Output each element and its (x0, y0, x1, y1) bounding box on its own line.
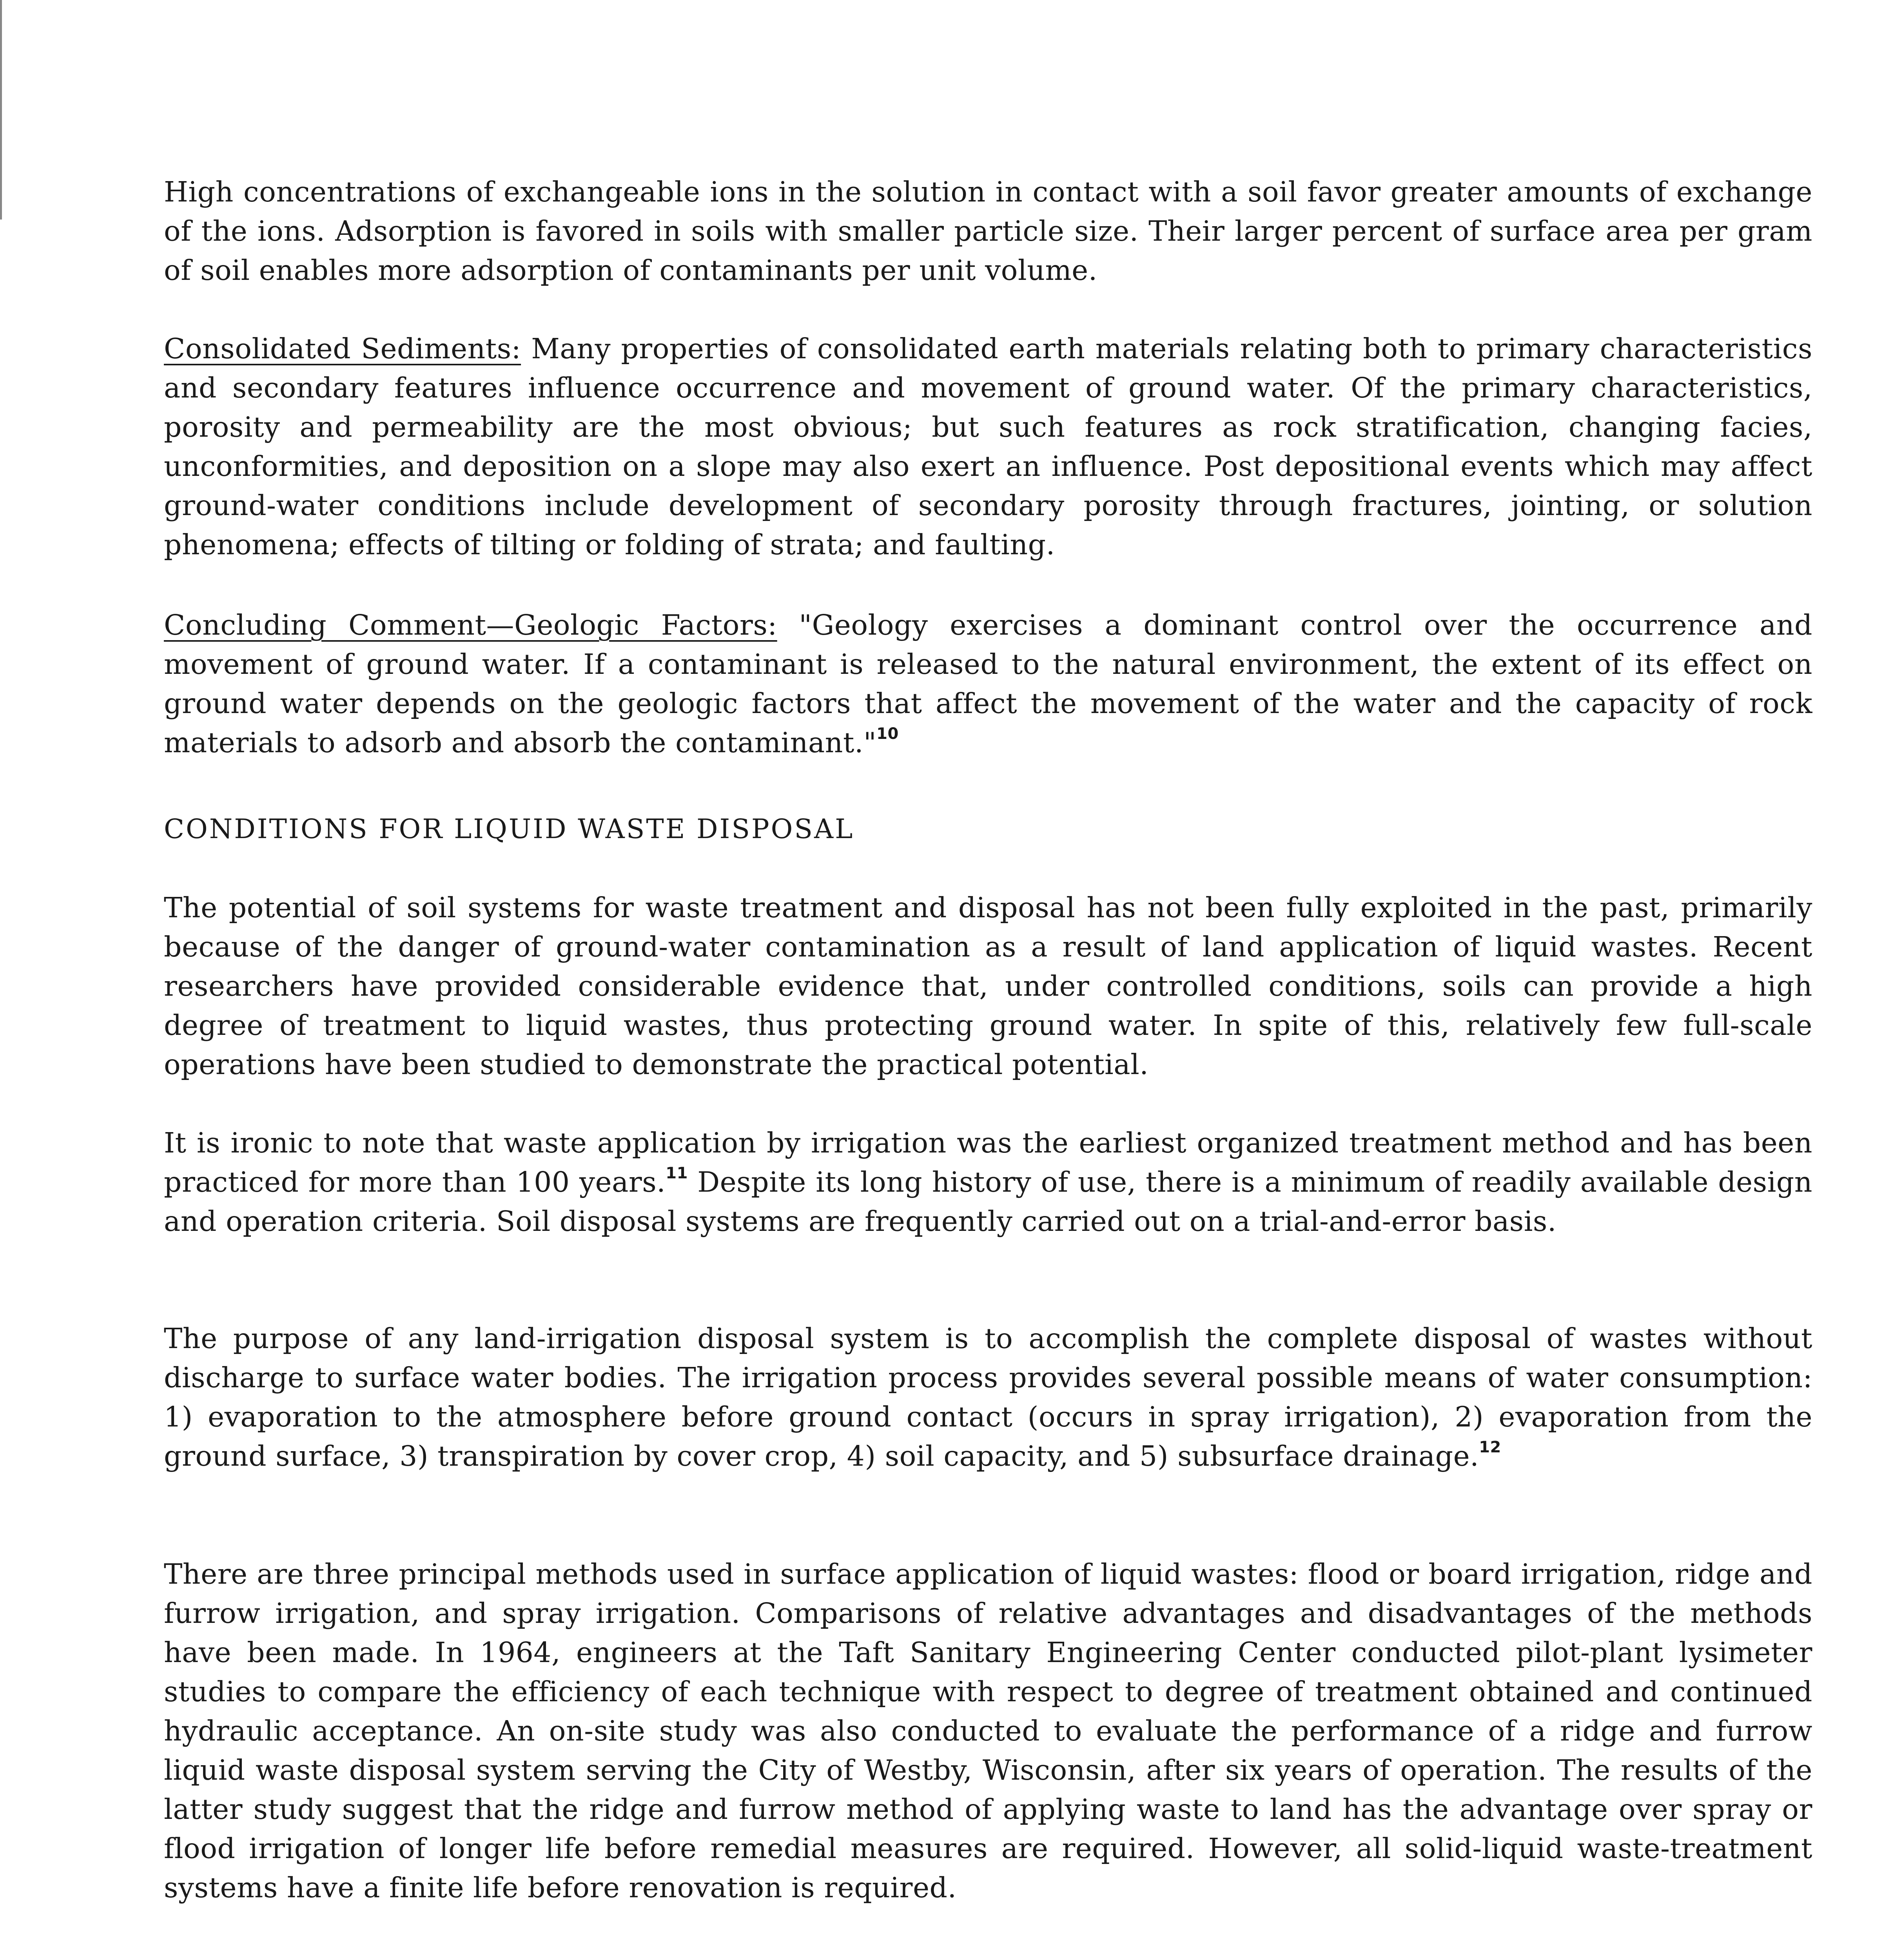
paragraph-title: Concluding Comment—Geologic Factors: (164, 609, 777, 641)
paragraph-application-methods (164, 1555, 1812, 1907)
paragraph-text: It is ironic to note that waste application by irrigation was the earliest organized treatment method and has been practiced for more than 100 years. (164, 1127, 1812, 1198)
paragraph-concluding-comment (164, 606, 1812, 762)
paragraph-soil-potential (164, 888, 1812, 1084)
paragraph-text: The purpose of any land-irrigation disposal system is to accomplish the complete disposal of wastes without discharge to surface water bodies. The irrigation process provides several possible means of water consumption: 1) evaporation to the atmosphere before ground contact (occurs in spray irrigation), 2) evaporation from the ground surface, 3) transpiration by cover crop, 4) soil capacity, and 5) subsurface drainage. (164, 1322, 1812, 1472)
paragraph-disposal-purpose (164, 1319, 1812, 1476)
paragraph-title: Consolidated Sediments: (164, 332, 521, 365)
footnote-ref: 11 (666, 1164, 688, 1182)
paragraph-text: The potential of soil systems for waste treatment and disposal has not been fully exploited in the past, primarily because of the danger of ground-water contamination as a result of land application of liquid wastes. Recent researchers have provided considerable evidence that, under controlled conditions, soils can provide a high degree of treatment to liquid wastes, thus protecting ground water. In spite of this, relatively few full-scale operations have been studied to demonstrate the practical potential. (164, 891, 1812, 1081)
paragraph-text: High concentrations of exchangeable ions in the solution in contact with a soil favor greater amounts of exchange of the ions. Adsorption is favored in soils with smaller particle size. Their larger percent of surface area per gram of soil enables more adsorption of contaminants per unit volume. (164, 176, 1812, 287)
scan-edge-mark (0, 0, 2, 220)
footnote-ref: 10 (876, 725, 899, 743)
paragraph-irrigation-history (164, 1123, 1812, 1241)
paragraph-text: "Geology exercises a dominant control over the occurrence and movement of ground water. If a contaminant is released to the natural environment, the extent of its effect on ground water depends on the geologic factors that affect the movement of the water and the capacity of rock materials to adsorb and absorb the contaminant." (164, 609, 1812, 759)
paragraph-text: There are three principal methods used in surface application of liquid wastes: flood or board irrigation, ridge and furrow irrigation, and spray irrigation. Comparisons of relative advantages and disadvantages of the methods have been made. In 1964, engineers at the Taft Sanitary Engineering Center conducted pilot-plant lysimeter studies to compare the efficiency of each technique with respect to degree of treatment obtained and continued hydraulic acceptance. An on-site study was also conducted to evaluate the performance of a ridge and furrow liquid waste disposal system serving the City of Westby, Wisconsin, after six years of operation. The results of the latter study suggest that the ridge and furrow method of applying waste to land has the advantage over spray or flood irrigation of longer life before remedial measures are required. However, all solid-liquid waste-treatment systems have a finite life before renovation is required. (164, 1558, 1812, 1904)
paragraph-ion-exchange (164, 172, 1812, 290)
section-heading (164, 810, 1812, 849)
paragraph-text-continued: Despite its long history of use, there is a minimum of readily available design and operation criteria. Soil disposal systems are frequently carried out on a trial-and-error basis. (164, 1166, 1812, 1238)
paragraph-text: Many properties of consolidated earth materials relating both to primary characteristics and secondary features influence occurrence and movement of ground water. Of the primary characteristics, porosity and permeability are the most obvious; but such features as rock stratification, changing facies, unconformities, and deposition on a slope may also exert an influence. Post depositional events which may affect ground-water conditions include development of secondary porosity through fractures, jointing, or solution phenomena; effects of tilting or folding of strata; and faulting. (164, 332, 1812, 561)
footnote-ref: 12 (1479, 1438, 1501, 1456)
heading-text: CONDITIONS FOR LIQUID WASTE DISPOSAL (164, 814, 854, 845)
paragraph-consolidated-sediments (164, 329, 1812, 564)
